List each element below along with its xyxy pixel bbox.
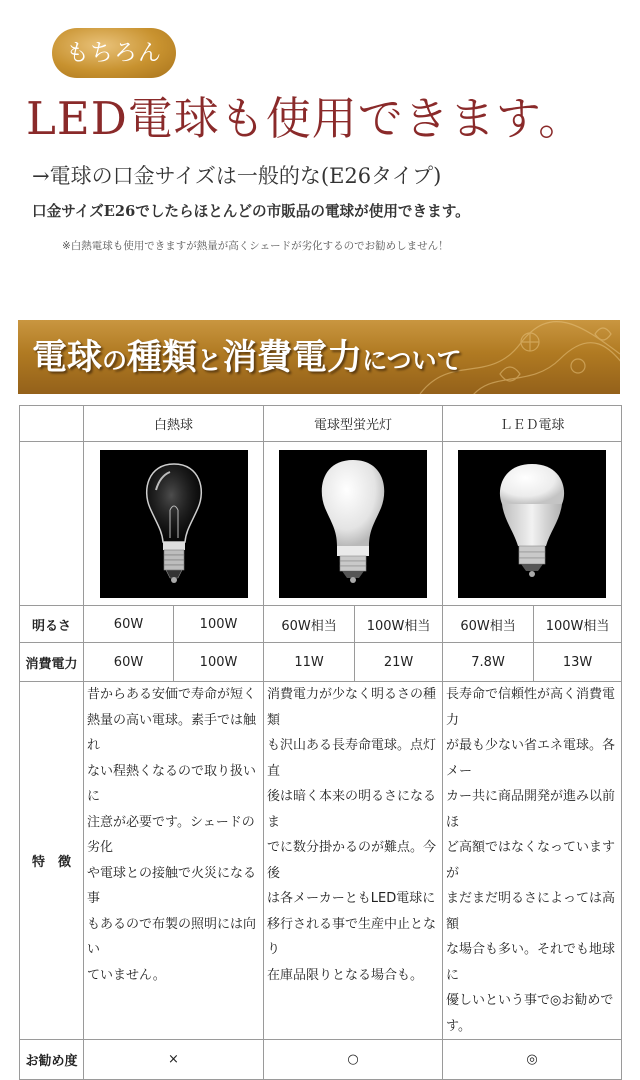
power-cell: 100W: [174, 643, 264, 682]
col-header-incandescent: 白熱球: [84, 406, 264, 442]
power-cell: 60W: [84, 643, 174, 682]
banner-title: 電球の種類と消費電力について: [32, 337, 462, 378]
headline: LED電球も使用できます。: [26, 92, 585, 145]
features-fluorescent: 消費電力が少なく明るさの種類 も沢山ある長寿命電球。点灯直 後は暗く本来の明るさになるま でに数分掛かるのが難点。今後 は各メーカーともLED電球に 移行される事で生産中止となり 在庫品限りとなる場合も。: [264, 682, 443, 1040]
brightness-cell: 60W相当: [443, 606, 534, 643]
brightness-cell: 100W: [174, 606, 264, 643]
col-header-fluorescent: 電球型蛍光灯: [264, 406, 443, 442]
power-cell: 7.8W: [443, 643, 534, 682]
col-header-led: ＬＥＤ電球: [443, 406, 622, 442]
brightness-cell: 100W相当: [355, 606, 443, 643]
description: 口金サイズE26でしたらほとんどの市販品の電球が使用できます。: [32, 203, 470, 220]
recommend-fluorescent: ○: [264, 1040, 443, 1080]
header-row: [20, 406, 622, 442]
recommend-label: お勧め度: [20, 1040, 84, 1080]
fluorescent-bulb-image: [279, 450, 427, 598]
brightness-cell: 100W相当: [534, 606, 622, 643]
fluorescent-photo-cell: [264, 442, 443, 606]
led-bulb-image: [458, 450, 606, 598]
features-row: [20, 682, 622, 1040]
brightness-label: 明るさ: [20, 606, 84, 643]
brightness-row: [20, 606, 622, 643]
incandescent-bulb-image: [100, 450, 248, 598]
power-row: [20, 643, 622, 682]
comparison-table: [19, 405, 622, 1080]
features-led: 長寿命で信頼性が高く消費電力 が最も少ない省エネ電球。各メー カー共に商品開発が進み以前ほ ど高額ではなくなっていますが まだまだ明るさによっては高額 な場合も多い。それでも地球に 優しいという事で◎お勧めです。: [443, 682, 622, 1040]
subline: →電球の口金サイズは一般的な(E26タイプ): [32, 164, 442, 188]
corner-cell: [20, 406, 84, 442]
incandescent-photo-cell: [84, 442, 264, 606]
image-row: [20, 442, 622, 606]
features-label: 特 徴: [20, 682, 84, 1040]
features-incandescent: 昔からある安価で寿命が短く 熱量の高い電球。素手では触れ ない程熱くなるので取り扱いに 注意が必要です。シェードの劣化 や電球との接触で火災になる事 もあるので布製の照明には向い ていません。: [84, 682, 264, 1040]
recommend-led: ◎: [443, 1040, 622, 1080]
badge: もちろん: [52, 28, 176, 78]
power-cell: 13W: [534, 643, 622, 682]
section-banner: [18, 320, 620, 394]
power-label: 消費電力: [20, 643, 84, 682]
recommend-row: [20, 1040, 622, 1080]
power-cell: 21W: [355, 643, 443, 682]
note: ※白熱電球も使用できますが熱量が高くシェードが劣化するのでお勧めしません！: [62, 240, 449, 252]
power-cell: 11W: [264, 643, 355, 682]
image-row-label: [20, 442, 84, 606]
brightness-cell: 60W相当: [264, 606, 355, 643]
recommend-incandescent: ×: [84, 1040, 264, 1080]
led-photo-cell: [443, 442, 622, 606]
brightness-cell: 60W: [84, 606, 174, 643]
